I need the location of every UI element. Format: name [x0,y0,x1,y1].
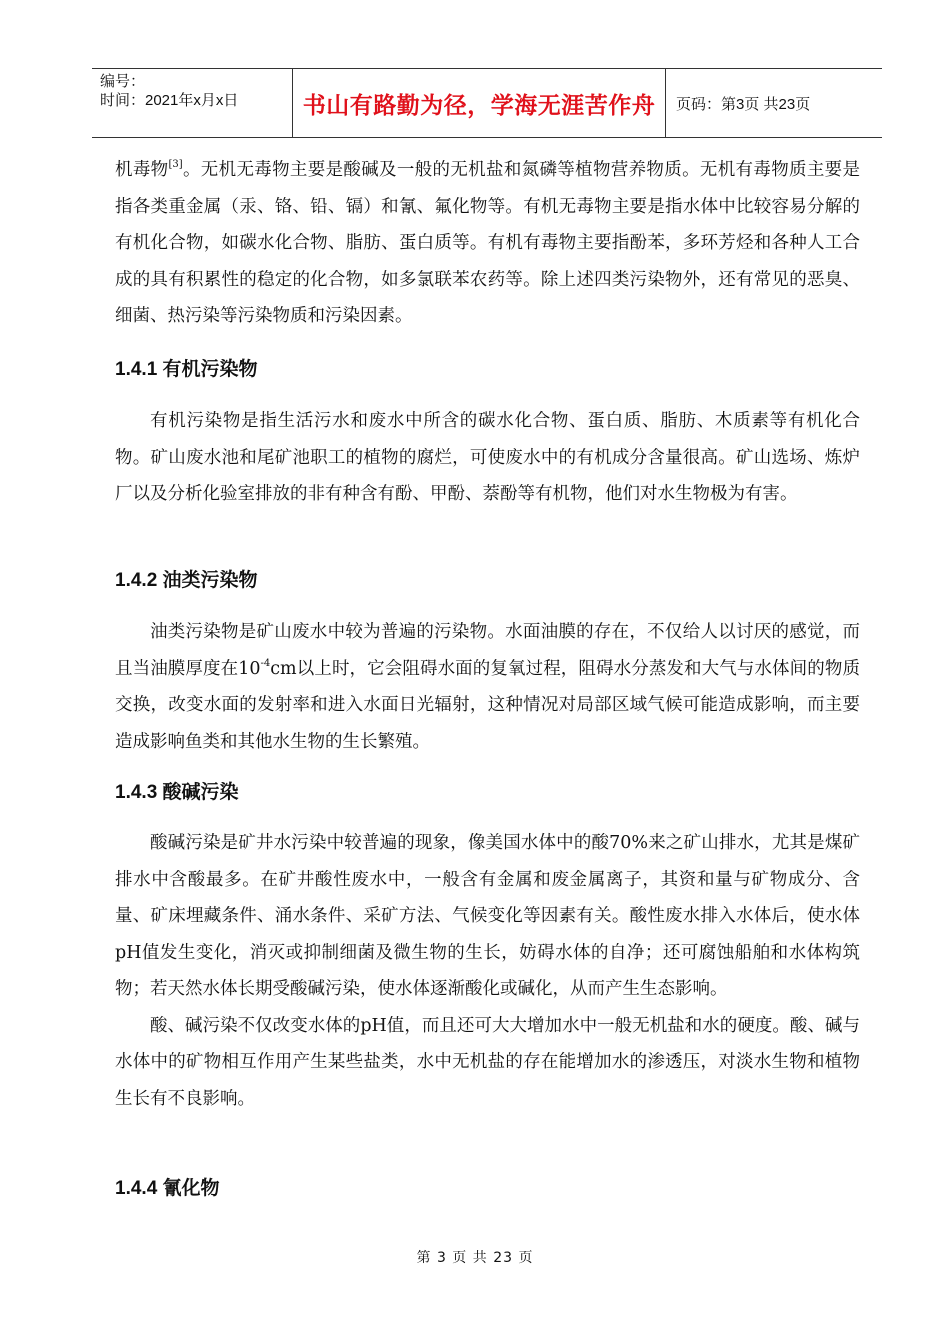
exponent-mark: -4 [260,657,271,669]
section-heading-142: 1.4.2 油类污染物 [115,570,258,591]
section-143-paragraph-2: 酸、碱污染不仅改变水体的pH值，而且还可大大增加水中一般无机盐和水的硬度。酸、碱与水体中的矿物相互作用产生某些盐类，水中无机盐的存在能增加水的渗透压，对淡水生物和植物生长有不良影响。 [115,1015,860,1109]
time-label: 时间：2021年x月x日 [100,92,239,109]
section-heading-141: 1.4.1 有机污染物 [115,359,258,380]
document-header [92,68,882,138]
citation-mark: [3] [168,159,183,170]
header-page-label: 页码：第3页 共23页 [676,95,811,113]
intro-text-a: 机毒物 [115,160,169,180]
header-page-cell [666,69,882,137]
section-heading-144: 1.4.4 氰化物 [115,1178,220,1199]
section-142-text-b: cm以上时，它会阻碍水面的复氧过程，阻碍水分蒸发和大气与水体间的物质交换，改变水面的发射率和进入水面日光辐射，这种情况对局部区域气候可能造成影响，而主要造成影响鱼类和其他水生物的生长繁殖。 [115,658,860,752]
section-heading-143: 1.4.3 酸碱污染 [115,782,239,803]
section-143-body [115,825,860,1117]
section-141-body [115,403,860,513]
section-142-body [115,614,860,760]
serial-label: 编号： [100,73,146,90]
header-motto: 书山有路勤为径，学海无涯苦作舟 [302,92,656,119]
section-142-paragraph [115,614,860,760]
section-143-paragraph-1: 酸碱污染是矿井水污染中较普遍的现象，像美国水体中的酸70%来之矿山排水，尤其是煤矿排水中含酸最多。在矿井酸性废水中，一般含有金属和废金属离子，其资和量与矿物成分、含量、矿床埋藏条件、涌水条件、采矿方法、气候变化等因素有关。酸性废水排入水体后，使水体pH值发生变化，消灭或抑制细菌及微生物的生长，妨碍水体的自净；还可腐蚀船舶和水体构筑物；若天然水体长期受酸碱污染，使水体逐渐酸化或碱化，从而产生生态影响。 [115,833,860,999]
intro-text-b: 。无机无毒物主要是酸碱及一般的无机盐和氮磷等植物营养物质。无机有毒物质主要是指各类重金属（汞、铬、铅、镉）和氰、氟化物等。有机无毒物主要是指水体中比较容易分解的有机化合物，如碳水化合物、脂肪、蛋白质等。有机有毒物主要指酚苯，多环芳烃和各种人工合成的具有积累性的稳定的化合物，如多氯联苯农药等。除上述四类污染物外，还有常见的恶臭、细菌、热污染等污染物质和污染因素。 [115,160,861,326]
section-142-text-a: 油类污染物是矿山废水中较为普遍的污染物。水面油膜的存在，不仅给人以讨厌的感觉，而且当油膜厚度在10 [115,622,860,679]
header-meta-cell [92,69,293,137]
intro-paragraph [115,152,860,335]
header-motto-cell [293,69,666,137]
section-141-paragraph: 有机污染物是指生活污水和废水中所含的碳水化合物、蛋白质、脂肪、木质素等有机化合物。矿山废水池和尾矿池职工的植物的腐烂，可使废水中的有机成分含量很高。矿山选场、炼炉厂以及分析化验室排放的非有种含有酚、甲酚、萘酚等有机物，他们对水生物极为有害。 [115,411,860,504]
intro-paragraph-block [115,152,860,335]
page-footer: 第 3 页 共 23 页 [416,1250,534,1266]
